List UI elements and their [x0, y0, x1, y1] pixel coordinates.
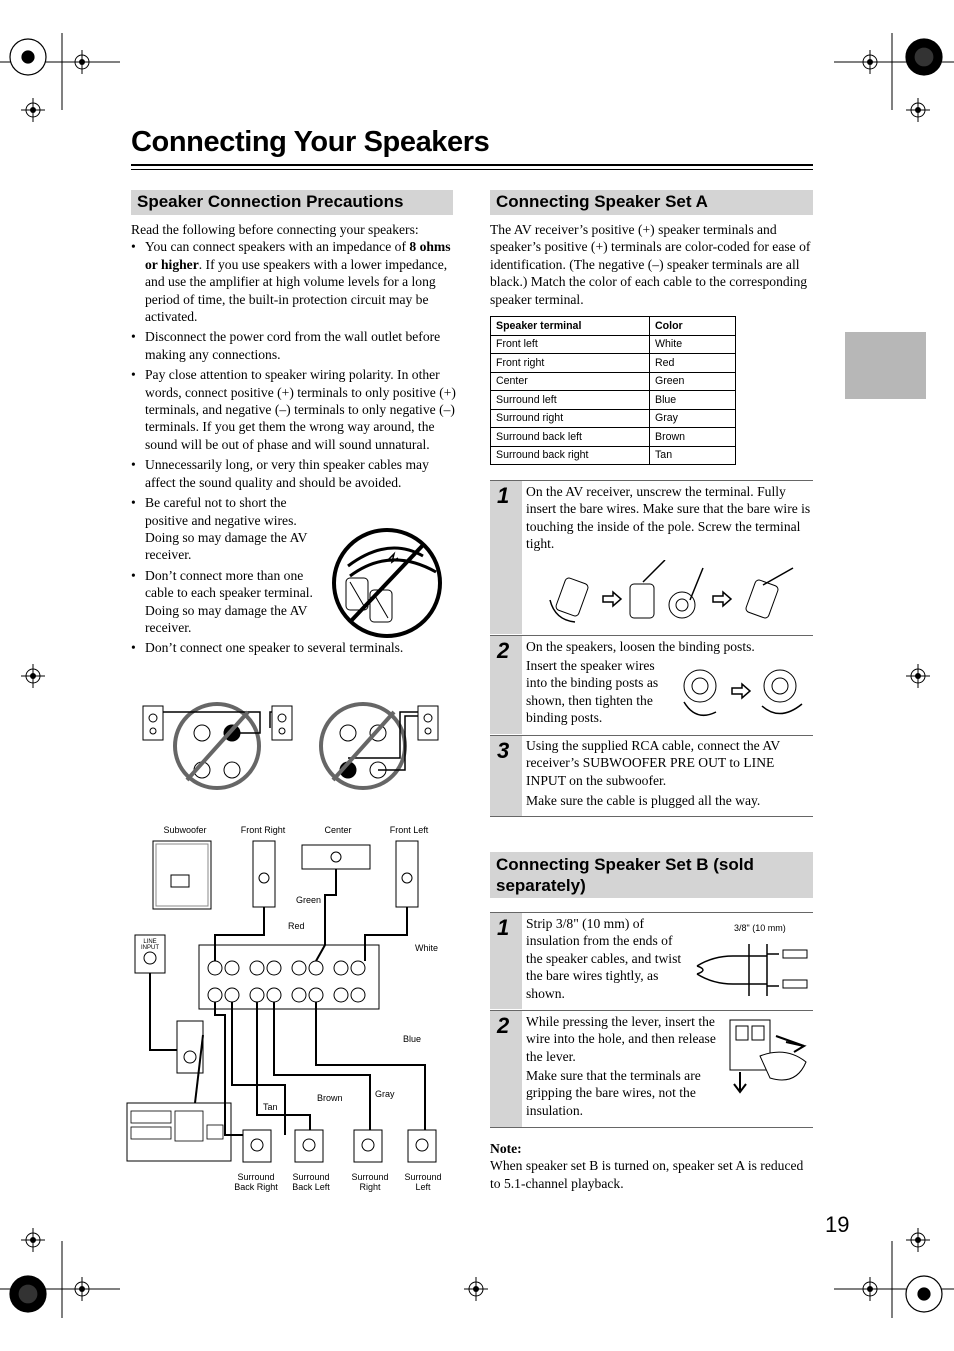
- table-cell: Blue: [650, 391, 736, 410]
- step-divider: [490, 816, 813, 817]
- step-number: 1: [497, 915, 510, 940]
- table-header: Color: [650, 317, 736, 336]
- label-subwoofer: Subwoofer: [163, 825, 207, 835]
- label-surround-back-left: Surround Back Left: [292, 1172, 330, 1192]
- set-b-step-1-text: Strip 3/8" (10 mm) of insulation from the ends of the speaker cables, and twist the bare wires tightly, as shown.: [526, 916, 682, 1001]
- list-item: • You can connect speakers with an impedance of 8 ohms or higher. If you use speakers with a lower impedance, and use the amplifier at high volume levels for a long period of time, the built-in protection circuit may be activated.: [131, 238, 455, 325]
- short-circuit-warning-illustration: [328, 526, 448, 640]
- label-cable-green: Green: [296, 895, 322, 905]
- table-cell: Gray: [650, 409, 736, 428]
- set-a-step-1-text: On the AV receiver, unscrew the terminal. Fully insert the bare wires. Make sure that the bare wire is touching the inside of the pole. Screw the terminal tight.: [526, 484, 811, 552]
- table-cell: Surround back right: [491, 446, 650, 465]
- precautions-intro: Read the following before connecting your speakers:: [131, 222, 419, 237]
- step-divider: [490, 1127, 813, 1128]
- wrong-wiring-illustration-1: [140, 698, 300, 790]
- table-cell: Center: [491, 372, 650, 391]
- step-divider: [490, 635, 813, 636]
- table-row: [491, 372, 736, 391]
- step-number: 1: [497, 483, 510, 508]
- section-tab: [845, 332, 926, 399]
- label-cable-brown: Brown: [317, 1093, 343, 1103]
- step-number-box: [490, 636, 522, 734]
- label-cable-gray: Gray: [375, 1089, 395, 1099]
- table-row: [491, 409, 736, 428]
- step-number-box: [490, 913, 522, 1009]
- set-a-step-3-text: Using the supplied RCA cable, connect the AV receiver’s SUBWOOFER PRE OUT to LINE INPUT on the subwoofer.: [526, 738, 780, 788]
- table-cell: Surround left: [491, 391, 650, 410]
- step-divider: [490, 735, 813, 736]
- binding-post-illustration: [676, 664, 810, 722]
- table-cell: Front left: [491, 335, 650, 354]
- section-heading-set-b: Connecting Speaker Set B (sold separately): [490, 852, 813, 898]
- set-b-step-2-text: While pressing the lever, insert the wire into the hole, and then release the lever.: [526, 1014, 716, 1064]
- list-item: • Don’t connect more than one cable to each speaker terminal. Doing so may damage the AV receiver.: [131, 567, 325, 637]
- table-cell: Red: [650, 354, 736, 373]
- table-cell: Surround back left: [491, 428, 650, 447]
- label-line-input: LINE INPUT: [141, 939, 159, 951]
- set-a-step-2-text: On the speakers, loosen the binding posts.: [526, 639, 755, 654]
- note: [490, 1140, 813, 1192]
- step-number: 2: [497, 1013, 510, 1038]
- label-center: Center: [324, 825, 352, 835]
- title-rule-thin: [131, 169, 813, 170]
- table-header: Speaker terminal: [491, 317, 650, 336]
- table-header-row: [491, 317, 736, 336]
- table-cell: White: [650, 335, 736, 354]
- label-front-left: Front Left: [389, 825, 429, 835]
- step-number: 2: [497, 638, 510, 663]
- label-surround-right: Surround Right: [351, 1172, 389, 1192]
- label-cable-tan: Tan: [263, 1102, 278, 1112]
- set-b-step-2-text-2: Make sure that the terminals are gripping the bare wires, not the insulation.: [526, 1068, 701, 1118]
- table-row: [491, 354, 736, 373]
- page-number: 19: [825, 1212, 850, 1237]
- step-divider: [490, 480, 813, 481]
- speaker-connection-diagram: [125, 835, 455, 1165]
- label-cable-red: Red: [288, 921, 305, 931]
- terminal-unscrew-illustration: [545, 560, 805, 630]
- wire-stripping-illustration: [693, 934, 811, 998]
- table-cell: Front right: [491, 354, 650, 373]
- color-code-table: [490, 316, 736, 465]
- table-cell: Brown: [650, 428, 736, 447]
- page-title: Connecting Your Speakers: [131, 126, 490, 158]
- list-item: • Be careful not to short the positive and negative wires. Doing so may damage the AV receiver.: [131, 494, 325, 564]
- set-a-intro: The AV receiver’s positive (+) speaker terminals and speaker’s positive (+) terminals are color-coded for ease of identification. (The negative (–) speaker terminals are all black.) Match the color of each cable to the corresponding speaker terminal.: [490, 222, 811, 307]
- section-heading-precautions: Speaker Connection Precautions: [131, 190, 453, 215]
- label-cable-white: White: [415, 943, 439, 953]
- label-cable-blue: Blue: [403, 1034, 422, 1044]
- step-number-box: [490, 1011, 522, 1127]
- note-text: When speaker set B is turned on, speaker set A is reduced to 5.1-channel playback.: [490, 1158, 804, 1191]
- label-surround-left: Surround Left: [404, 1172, 442, 1192]
- lever-terminal-illustration: [726, 1016, 812, 1096]
- table-row: [491, 428, 736, 447]
- table-row: [491, 335, 736, 354]
- step-number: 3: [497, 738, 510, 763]
- title-rule: [131, 164, 813, 166]
- section-heading-set-a: Connecting Speaker Set A: [490, 190, 813, 215]
- table-cell: Tan: [650, 446, 736, 465]
- list-item: • Unnecessarily long, or very thin speaker cables may affect the sound quality and should be avoided.: [131, 456, 456, 491]
- note-label: Note:: [490, 1141, 522, 1156]
- label-front-right: Front Right: [240, 825, 286, 835]
- table-row: [491, 446, 736, 465]
- strip-length-label: 3/8" (10 mm): [734, 923, 786, 933]
- table-cell: Green: [650, 372, 736, 391]
- step-divider: [490, 1010, 813, 1011]
- table-cell: Surround right: [491, 409, 650, 428]
- table-row: [491, 391, 736, 410]
- set-a-step-2-text-2: Insert the speaker wires into the binding posts as shown, then tighten the binding posts.: [526, 658, 659, 726]
- list-item: • Disconnect the power cord from the wall outlet before making any connections.: [131, 328, 456, 363]
- label-surround-back-right: Surround Back Right: [234, 1172, 278, 1192]
- step-number-box: [490, 481, 522, 634]
- set-a-step-3-text-2: Make sure the cable is plugged all the way.: [526, 793, 761, 808]
- step-divider: [490, 912, 813, 913]
- list-item: • Don’t connect one speaker to several terminals.: [131, 639, 456, 656]
- step-number-box: [490, 736, 522, 816]
- list-item: • Pay close attention to speaker wiring polarity. In other words, connect positive (+) terminals to only positive (+) terminals, and negative (–) terminals to only negative (–) terminals. If you get them the wrong way around, the sound will be out of phase and will sound unnatural.: [131, 366, 456, 453]
- wrong-wiring-illustration-2: [310, 698, 445, 790]
